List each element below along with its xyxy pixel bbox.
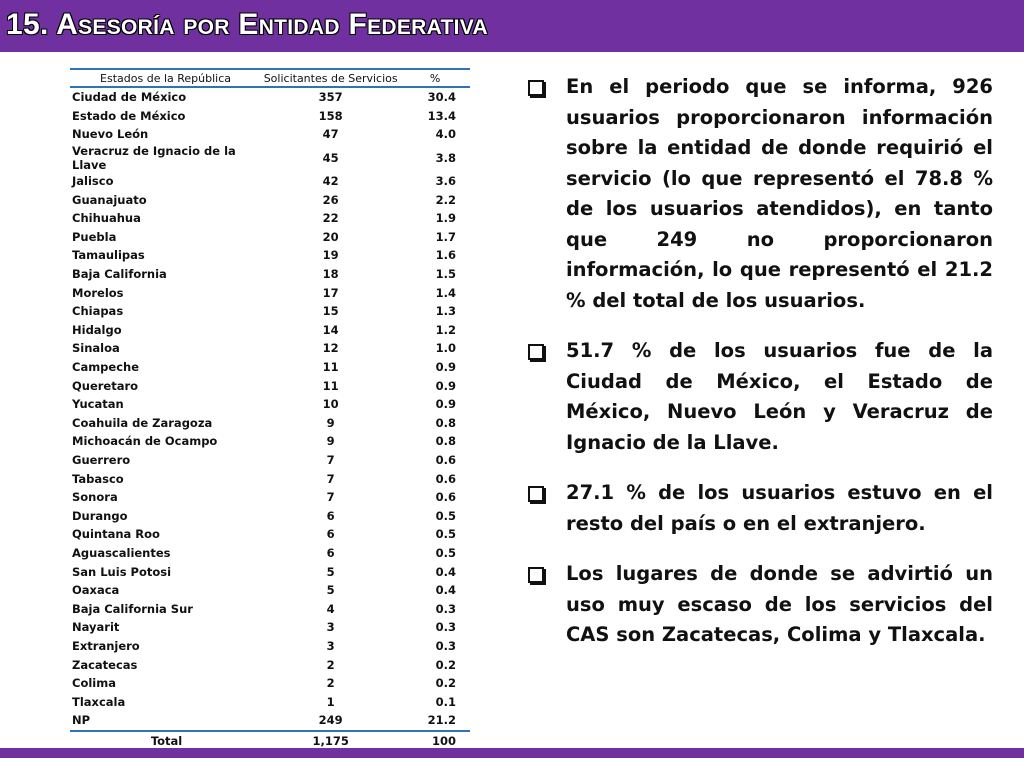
total-applicants: 1,175 bbox=[261, 731, 400, 751]
cell-applicants: 3 bbox=[326, 620, 335, 635]
cell-percent: 0.6 bbox=[435, 471, 456, 486]
cell-percent: 0.9 bbox=[435, 397, 456, 412]
cell-state: Campeche bbox=[72, 360, 140, 375]
cell-state: Tlaxcala bbox=[72, 694, 126, 709]
cell-state: Tabasco bbox=[72, 471, 124, 486]
cell-percent: 1.6 bbox=[435, 248, 456, 263]
cell-percent: 1.4 bbox=[435, 285, 456, 300]
cell-percent: 4.0 bbox=[435, 127, 456, 142]
cell-state: Extranjero bbox=[72, 638, 140, 653]
cell-state: Michoacán de Ocampo bbox=[72, 434, 218, 449]
table-row bbox=[70, 711, 470, 731]
cell-percent: 0.2 bbox=[435, 657, 456, 672]
bullet-text: En el periodo que se informa, 926 usuarios proporcionaron información sobre la entidad de donde requirió el servicio (lo que representó el 78.8 % de los usuarios atendidos), en tanto que 249 no proporcionaron información, lo que representó el 21.2 % del total de los usuarios. bbox=[566, 75, 993, 312]
column-header-percent: % bbox=[400, 69, 470, 87]
table-row bbox=[70, 544, 470, 563]
cell-applicants: 14 bbox=[322, 322, 339, 337]
table-row bbox=[70, 302, 470, 321]
table-row bbox=[70, 228, 470, 247]
cell-applicants: 42 bbox=[322, 174, 339, 189]
table-row bbox=[70, 692, 470, 711]
checkbox-bullet-icon bbox=[528, 486, 544, 502]
cell-state: Morelos bbox=[72, 285, 124, 300]
column-header-applicants: Solicitantes de Servicios bbox=[261, 69, 400, 87]
cell-percent: 0.4 bbox=[435, 564, 456, 579]
cell-percent: 0.5 bbox=[435, 508, 456, 523]
cell-percent: 0.9 bbox=[435, 360, 456, 375]
table-row bbox=[70, 674, 470, 693]
checkbox-bullet-icon bbox=[528, 80, 544, 96]
table-row bbox=[70, 414, 470, 433]
cell-state: Estado de México bbox=[72, 108, 186, 123]
cell-applicants: 22 bbox=[322, 211, 339, 226]
cell-applicants: 11 bbox=[322, 378, 339, 393]
cell-applicants: 17 bbox=[322, 285, 339, 300]
cell-percent: 0.9 bbox=[435, 378, 456, 393]
bullet-text: 27.1 % de los usuarios estuvo en el resto del país o en el extranjero. bbox=[566, 481, 993, 535]
table-row bbox=[70, 190, 470, 209]
cell-applicants: 249 bbox=[261, 711, 400, 731]
table-row bbox=[70, 172, 470, 191]
table-row bbox=[70, 321, 470, 340]
cell-percent: 1.9 bbox=[435, 211, 456, 226]
cell-state: Hidalgo bbox=[72, 322, 122, 337]
cell-state: Coahuila de Zaragoza bbox=[72, 415, 213, 430]
cell-percent: 0.5 bbox=[435, 527, 456, 542]
bullet-item bbox=[525, 559, 993, 651]
cell-applicants: 6 bbox=[326, 527, 335, 542]
table-row bbox=[70, 87, 470, 107]
table-row bbox=[70, 599, 470, 618]
total-label: Total bbox=[70, 731, 261, 751]
cell-percent: 1.0 bbox=[435, 341, 456, 356]
cell-percent: 0.3 bbox=[435, 638, 456, 653]
cell-applicants: 26 bbox=[322, 192, 339, 207]
cell-percent: 0.6 bbox=[435, 490, 456, 505]
cell-state: Chiapas bbox=[72, 304, 124, 319]
cell-applicants: 10 bbox=[322, 397, 339, 412]
bullet-list bbox=[525, 72, 993, 671]
table-row bbox=[70, 637, 470, 656]
cell-applicants: 19 bbox=[322, 248, 339, 263]
table-row bbox=[70, 358, 470, 377]
states-table-container bbox=[70, 68, 470, 752]
cell-applicants: 9 bbox=[326, 434, 335, 449]
cell-state: Durango bbox=[72, 508, 128, 523]
cell-percent: 0.8 bbox=[435, 415, 456, 430]
table-row bbox=[70, 562, 470, 581]
cell-applicants: 1 bbox=[326, 694, 335, 709]
cell-applicants: 11 bbox=[322, 360, 339, 375]
checkbox-bullet-icon bbox=[528, 567, 544, 583]
table-header-row bbox=[70, 69, 470, 87]
cell-state: Colima bbox=[72, 676, 116, 691]
table-row bbox=[70, 506, 470, 525]
table-row bbox=[70, 144, 470, 172]
cell-applicants: 7 bbox=[326, 452, 335, 467]
table-row bbox=[70, 432, 470, 451]
table-row bbox=[70, 469, 470, 488]
cell-state: Sonora bbox=[72, 490, 118, 505]
states-table bbox=[70, 68, 470, 752]
cell-applicants: 45 bbox=[322, 150, 339, 165]
cell-percent: 0.2 bbox=[435, 676, 456, 691]
table-body bbox=[70, 87, 470, 751]
cell-state: Guanajuato bbox=[72, 192, 147, 207]
cell-applicants: 158 bbox=[318, 108, 343, 123]
bullet-item bbox=[525, 336, 993, 458]
cell-state: Baja California Sur bbox=[72, 601, 193, 616]
table-row bbox=[70, 339, 470, 358]
cell-applicants: 18 bbox=[322, 267, 339, 282]
cell-state: Puebla bbox=[72, 229, 117, 244]
table-row bbox=[70, 395, 470, 414]
cell-state: San Luis Potosi bbox=[72, 564, 172, 579]
cell-percent: 3.8 bbox=[435, 150, 456, 165]
cell-applicants: 6 bbox=[326, 545, 335, 560]
cell-applicants: 6 bbox=[326, 508, 335, 523]
cell-state: Nuevo León bbox=[72, 127, 149, 142]
table-row bbox=[70, 265, 470, 284]
cell-percent: 13.4 bbox=[427, 108, 456, 123]
cell-state: Aguascalientes bbox=[72, 545, 171, 560]
column-header-states: Estados de la República bbox=[70, 69, 261, 87]
bullet-text: 51.7 % de los usuarios fue de la Ciudad de México, el Estado de México, Nuevo León y Veracruz de Ignacio de la Llave. bbox=[566, 339, 993, 454]
cell-applicants: 15 bbox=[322, 304, 339, 319]
cell-percent: 1.2 bbox=[435, 322, 456, 337]
table-row bbox=[70, 107, 470, 126]
cell-state: Zacatecas bbox=[72, 657, 138, 672]
cell-applicants: 357 bbox=[318, 90, 343, 105]
cell-applicants: 2 bbox=[326, 657, 335, 672]
bullet-text: Los lugares de donde se advirtió un uso muy escaso de los servicios del CAS son Zacatecas, Colima y Tlaxcala. bbox=[566, 562, 993, 646]
cell-applicants: 47 bbox=[322, 127, 339, 142]
cell-percent: 2.2 bbox=[435, 192, 456, 207]
cell-percent: 30.4 bbox=[427, 90, 456, 105]
cell-applicants: 5 bbox=[326, 564, 335, 579]
table-row bbox=[70, 451, 470, 470]
cell-state: Yucatan bbox=[72, 397, 124, 412]
table-row bbox=[70, 525, 470, 544]
cell-applicants: 3 bbox=[326, 638, 335, 653]
bottom-bar bbox=[0, 748, 1024, 758]
cell-percent: 0.1 bbox=[435, 694, 456, 709]
cell-state: Queretaro bbox=[72, 378, 139, 393]
table-row bbox=[70, 376, 470, 395]
table-row bbox=[70, 125, 470, 144]
cell-percent: 1.3 bbox=[435, 304, 456, 319]
bullet-item bbox=[525, 478, 993, 539]
cell-state: Jalisco bbox=[72, 174, 114, 189]
cell-state: Ciudad de México bbox=[72, 90, 187, 105]
table-row bbox=[70, 209, 470, 228]
cell-state: Baja California bbox=[72, 267, 167, 282]
cell-applicants: 4 bbox=[326, 601, 335, 616]
table-row bbox=[70, 488, 470, 507]
cell-state: NP bbox=[70, 711, 261, 731]
cell-state: Oaxaca bbox=[72, 583, 120, 598]
cell-state: Chihuahua bbox=[72, 211, 141, 226]
cell-applicants: 7 bbox=[326, 490, 335, 505]
cell-applicants: 20 bbox=[322, 229, 339, 244]
cell-applicants: 12 bbox=[322, 341, 339, 356]
cell-state: Quintana Roo bbox=[72, 527, 160, 542]
cell-percent: 21.2 bbox=[400, 711, 470, 731]
checkbox-bullet-icon bbox=[528, 344, 544, 360]
cell-percent: 0.5 bbox=[435, 545, 456, 560]
cell-percent: 3.6 bbox=[435, 174, 456, 189]
cell-applicants: 2 bbox=[326, 676, 335, 691]
cell-applicants: 9 bbox=[326, 415, 335, 430]
table-row bbox=[70, 655, 470, 674]
cell-state: Tamaulipas bbox=[72, 248, 145, 263]
cell-state: Guerrero bbox=[72, 452, 131, 467]
cell-percent: 0.3 bbox=[435, 601, 456, 616]
cell-percent: 1.5 bbox=[435, 267, 456, 282]
cell-percent: 0.6 bbox=[435, 452, 456, 467]
title-bar bbox=[0, 0, 1024, 52]
cell-percent: 0.4 bbox=[435, 583, 456, 598]
table-row bbox=[70, 581, 470, 600]
cell-percent: 1.7 bbox=[435, 229, 456, 244]
cell-applicants: 5 bbox=[326, 583, 335, 598]
cell-state: Sinaloa bbox=[72, 341, 120, 356]
table-row bbox=[70, 246, 470, 265]
cell-percent: 0.8 bbox=[435, 434, 456, 449]
total-percent: 100 bbox=[400, 731, 470, 751]
page-title: 15. Asesoría por Entidad Federativa bbox=[6, 8, 489, 41]
cell-applicants: 7 bbox=[326, 471, 335, 486]
cell-state: Veracruz de Ignacio de la Llave bbox=[72, 143, 236, 172]
cell-percent: 0.3 bbox=[435, 620, 456, 635]
bullet-item bbox=[525, 72, 993, 316]
cell-state: Nayarit bbox=[72, 620, 120, 635]
table-row bbox=[70, 618, 470, 637]
table-row bbox=[70, 283, 470, 302]
